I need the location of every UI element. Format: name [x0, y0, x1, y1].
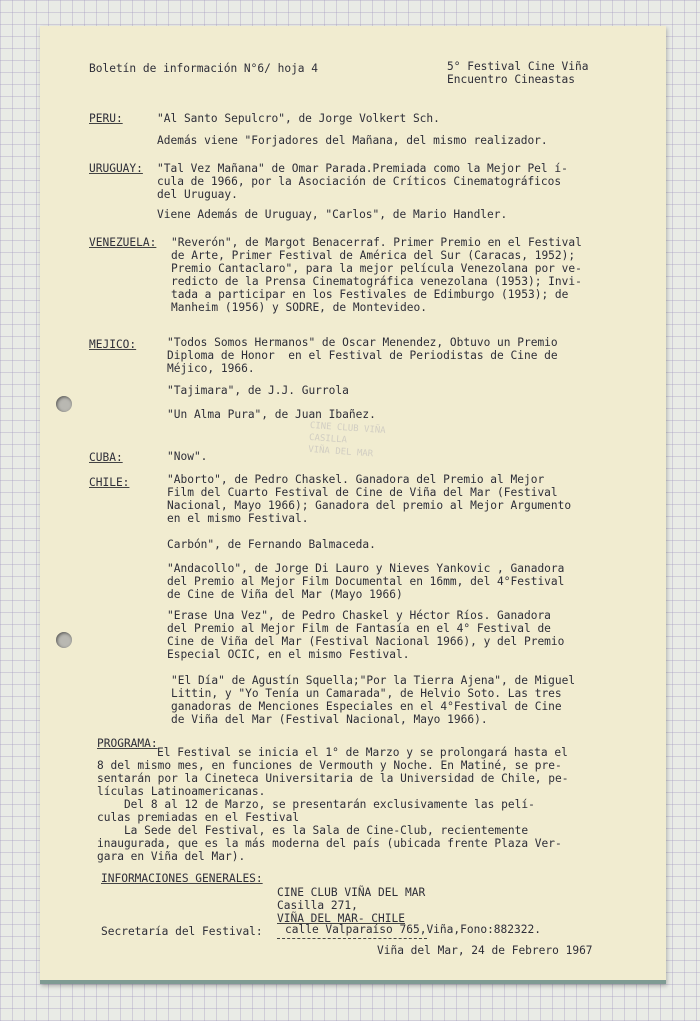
- chile-eldia-1: "El Día" de Agustín Squella;"Por la Tierra Ajena", de Miguel: [171, 674, 576, 687]
- punch-hole-lower: [56, 632, 72, 648]
- paper-bottom-edge: [40, 980, 666, 984]
- chile-carbon: Carbón", de Fernando Balmaceda.: [167, 538, 376, 551]
- bulletin-header-left: Boletín de información N°6/ hoja 4: [89, 62, 319, 75]
- venezuela-line-5: tada a participar en los Festivales de Edimburgo (1953); de: [171, 288, 569, 301]
- chile-aborto-1: "Aborto", de Pedro Chaskel. Ganadora del Premio al Mejor: [167, 473, 545, 486]
- venezuela-line-4: redicto de la Prensa Cinematográfica venezolana (1953); Invi-: [171, 275, 582, 288]
- signature-rule: [277, 938, 427, 939]
- faded-stamp-bottom: [458, 907, 602, 971]
- country-uruguay: URUGUAY:: [89, 162, 143, 175]
- chile-erase-2: del Premio al Mejor Film de Fantasía en el 4° Festival de: [167, 622, 551, 635]
- programa-line-4: lículas Latinoamericanas.: [97, 785, 266, 798]
- document-page: [40, 26, 666, 984]
- address-line-2: Casilla 271,: [277, 899, 358, 912]
- chile-eldia-3: ganadoras de Menciones Especiales en el 4°Festival de Cine: [171, 700, 562, 713]
- programa-line-8: inaugurada, que es la más moderna del país (ubicada frente Plaza Ver-: [97, 837, 562, 850]
- programa-line-2: 8 del mismo mes, en funciones de Vermouth y Noche. En Matiné, se pre-: [97, 759, 562, 772]
- programa-line-6: culas premiadas en el Festival: [97, 811, 300, 824]
- uruguay-extra: Viene Además de Uruguay, "Carlos", de Mario Handler.: [157, 208, 508, 221]
- mexico-film-3: "Un Alma Pura", de Juan Ibañez.: [167, 408, 376, 421]
- chile-erase-3: Cine de Viña del Mar (Festival Nacional 1966), y del Premio: [167, 635, 565, 648]
- venezuela-line-1: "Reverón", de Margot Benacerraf. Primer Premio en el Festival: [171, 236, 582, 249]
- uruguay-line-2: cula de 1966, por la Asociación de Críticos Cinematográficos: [157, 175, 562, 188]
- country-chile: CHILE:: [89, 476, 130, 489]
- programa-line-3: sentarán por la Cineteca Universitaria de la Universidad de Chile, pe-: [97, 772, 569, 785]
- uruguay-line-1: "Tal Vez Mañana" de Omar Parada.Premiada como la Mejor Pel í-: [157, 162, 568, 175]
- uruguay-line-3: del Uruguay.: [157, 188, 238, 201]
- programa-line-1: El Festival se inicia el 1° de Marzo y se prolongará hasta el: [157, 746, 568, 759]
- informaciones-heading: INFORMACIONES GENERALES:: [101, 872, 263, 885]
- cuba-film: "Now".: [167, 450, 208, 463]
- programa-heading: PROGRAMA:: [97, 737, 158, 750]
- chile-eldia-2: Littin, y "Yo Tenía un Camarada", de Helvio Soto. Las tres: [171, 687, 562, 700]
- country-cuba: CUBA:: [89, 451, 123, 464]
- chile-aborto-4: en el mismo Festival.: [167, 512, 309, 525]
- venezuela-line-6: Manheim (1956) y SODRE, de Montevideo.: [171, 301, 427, 314]
- programa-line-7: La Sede del Festival, es la Sala de Cine-Club, recientemente: [97, 824, 529, 837]
- chile-eldia-4: de Viña del Mar (Festival Nacional, Mayo 1966).: [171, 713, 488, 726]
- secretaria-address: calle Valparaíso 765,Viña,Fono:882322.: [285, 923, 541, 936]
- faded-stamp: CINE CLUB VIÑA CASILLA VIÑA DEL MAR: [307, 420, 386, 460]
- mexico-line-1: "Todos Somos Hermanos" de Oscar Menendez, Obtuvo un Premio: [167, 336, 558, 349]
- chile-aborto-2: Film del Cuarto Festival de Cine de Viña del Mar (Festival: [167, 486, 558, 499]
- country-peru: PERU:: [89, 112, 123, 125]
- venezuela-line-3: Premio Cantaclaro", para la mejor película Venezolana por ve-: [171, 262, 582, 275]
- bulletin-header-right-1: 5° Festival Cine Viña: [447, 60, 589, 73]
- venezuela-line-2: de Arte, Primer Festival de América del Sur (Caracas, 1952);: [171, 249, 576, 262]
- chile-erase-1: "Erase Una Vez", de Pedro Chaskel y Héctor Ríos. Ganadora: [167, 609, 551, 622]
- chile-andacollo-2: del Premio al Mejor Film Documental en 16mm, del 4°Festival: [167, 575, 565, 588]
- mexico-film-2: "Tajimara", de J.J. Gurrola: [167, 384, 349, 397]
- programa-line-9: gara en Viña del Mar).: [97, 850, 246, 863]
- secretaria-label: Secretaría del Festival:: [101, 925, 263, 938]
- country-venezuela: VENEZUELA:: [89, 236, 157, 249]
- mexico-line-2: Diploma de Honor en el Festival de Periodistas de Cine de: [167, 349, 558, 362]
- address-line-1: CINE CLUB VIÑA DEL MAR: [277, 886, 426, 899]
- peru-film-2: Además viene "Forjadores del Mañana, del mismo realizador.: [157, 134, 548, 147]
- chile-andacollo-1: "Andacollo", de Jorge Di Lauro y Nieves Yankovic , Ganadora: [167, 562, 565, 575]
- closing-place-date: Viña del Mar, 24 de Febrero 1967: [377, 944, 593, 957]
- mexico-line-3: Méjico, 1966.: [167, 362, 255, 375]
- peru-film-1: "Al Santo Sepulcro", de Jorge Volkert Sch.: [157, 112, 440, 125]
- chile-erase-4: Especial OCIC, en el mismo Festival.: [167, 648, 410, 661]
- chile-andacollo-3: de Cine de Viña del Mar (Mayo 1966): [167, 588, 403, 601]
- bulletin-header-right-2: Encuentro Cineastas: [447, 73, 575, 86]
- programa-line-5: Del 8 al 12 de Marzo, se presentarán exclusivamente las pelí-: [97, 798, 535, 811]
- address-line-3: VIÑA DEL MAR- CHILE: [277, 912, 405, 925]
- chile-aborto-3: Nacional, Mayo 1966); Ganadora del premio al Mejor Argumento: [167, 499, 572, 512]
- punch-hole-upper: [56, 396, 72, 412]
- country-mexico: MEJICO:: [89, 338, 137, 351]
